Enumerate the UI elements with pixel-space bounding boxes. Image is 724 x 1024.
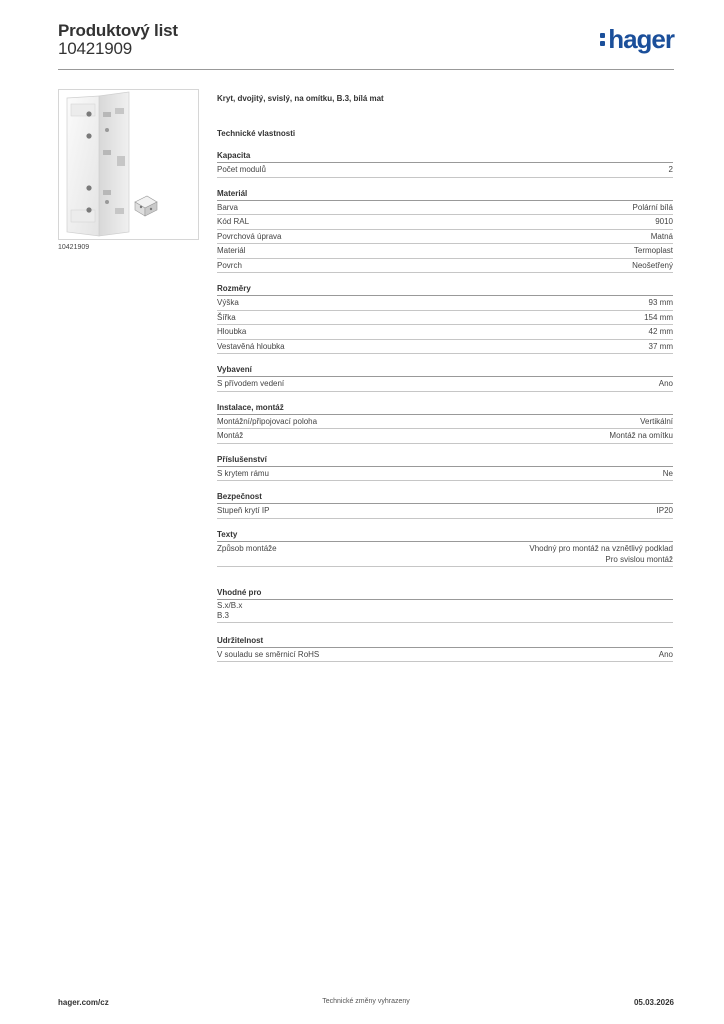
page-title: Produktový list xyxy=(58,21,178,40)
spec-row xyxy=(217,163,673,178)
spec-value: Ne xyxy=(662,468,673,478)
footer-note: Technické změny vyhrazeny xyxy=(322,998,410,1005)
spec-value: Matná xyxy=(650,231,673,241)
section-kapacita xyxy=(217,150,673,178)
spec-row xyxy=(217,201,673,216)
spec-content xyxy=(217,94,673,662)
spec-value: 37 mm xyxy=(648,341,673,351)
section-title: Příslušenství xyxy=(217,454,673,467)
section-title: Texty xyxy=(217,529,673,542)
spec-row xyxy=(217,415,673,430)
section-title: Bezpečnost xyxy=(217,491,673,504)
section-texty xyxy=(217,529,673,567)
spec-value: Ano xyxy=(658,379,673,388)
spec-row xyxy=(217,259,673,274)
spec-value: Ano xyxy=(658,649,673,659)
spec-label: Montážní/připojovací poloha xyxy=(217,416,318,426)
spec-row xyxy=(217,340,673,355)
spec-value-line: Vhodný pro montáž na vznětlivý podklad xyxy=(529,543,673,553)
spec-row xyxy=(217,296,673,311)
spec-label: S krytem rámu xyxy=(217,468,270,478)
spec-value xyxy=(529,543,673,565)
spec-row xyxy=(217,467,673,482)
spec-value: Montáž na omítku xyxy=(609,431,673,440)
spec-value: Vertikální xyxy=(640,416,673,426)
section-title: Instalace, montáž xyxy=(217,402,673,415)
spec-value-line: Pro svislou montáž xyxy=(605,554,673,564)
spec-label: Výška xyxy=(217,298,239,307)
section-instalace xyxy=(217,402,673,444)
spec-row xyxy=(217,377,673,392)
spec-value: Polární bílá xyxy=(632,202,673,212)
spec-label: Počet modulů xyxy=(217,165,266,174)
spec-sections xyxy=(217,150,673,662)
spec-label: Šířka xyxy=(217,312,236,322)
section-title: Kapacita xyxy=(217,150,673,163)
section-title: Vhodné pro xyxy=(217,587,673,600)
spec-value: Termoplast xyxy=(633,246,673,255)
tech-properties-title: Technické vlastnosti xyxy=(217,129,296,138)
spec-label: V souladu se směrnicí RoHS xyxy=(217,649,320,659)
spec-row xyxy=(217,542,673,567)
footer-date: 05.03.2026 xyxy=(633,998,674,1007)
spec-row xyxy=(217,311,673,326)
spec-value: 2 xyxy=(668,165,673,174)
spec-label: Povrch xyxy=(217,260,242,270)
header-divider xyxy=(58,69,674,70)
section-title: Rozměry xyxy=(217,283,673,296)
product-code: 10421909 xyxy=(58,39,133,58)
spec-label: Hloubka xyxy=(217,327,247,336)
spec-row xyxy=(217,504,673,519)
product-description: Kryt, dvojitý, svislý, na omítku, B.3, bílá mat xyxy=(217,94,384,103)
section-material xyxy=(217,188,673,274)
section-title: Udržitelnost xyxy=(217,635,673,648)
spec-label: Kód RAL xyxy=(217,217,250,226)
spec-label: Povrchová úprava xyxy=(217,231,282,241)
spec-label: Vestavěná hloubka xyxy=(217,341,285,351)
spec-value: 93 mm xyxy=(648,298,673,307)
spec-row xyxy=(217,429,673,444)
spec-value: 154 mm xyxy=(644,312,673,322)
spec-row xyxy=(217,244,673,259)
spec-label: Způsob montáže xyxy=(217,543,277,553)
suitable-list xyxy=(217,600,673,623)
section-vhodne-pro xyxy=(217,587,673,623)
section-rozmery xyxy=(217,283,673,354)
spec-value: IP20 xyxy=(656,506,673,515)
spec-row xyxy=(217,325,673,340)
section-bezpecnost xyxy=(217,491,673,519)
spec-label: Montáž xyxy=(217,431,244,440)
suitable-item: S.x/B.x xyxy=(217,600,243,610)
image-caption: 10421909 xyxy=(58,244,90,251)
product-image xyxy=(58,89,199,240)
section-title: Vybavení xyxy=(217,364,673,377)
spec-row xyxy=(217,230,673,245)
section-title: Materiál xyxy=(217,188,673,201)
logo-text: hager xyxy=(608,24,674,54)
spec-row xyxy=(217,215,673,230)
section-vybaveni xyxy=(217,364,673,392)
spec-label: Stupeň krytí IP xyxy=(217,506,270,515)
footer-website-link[interactable]: hager.com/cz xyxy=(58,998,109,1007)
spec-value: Neošetřený xyxy=(632,260,673,270)
spec-value: 9010 xyxy=(655,217,673,226)
spec-value: 42 mm xyxy=(648,327,673,336)
suitable-item: B.3 xyxy=(217,610,230,620)
hager-logo xyxy=(600,24,674,54)
section-udrzitelnost xyxy=(217,635,673,663)
section-prislusenstvi xyxy=(217,454,673,482)
spec-label: S přívodem vedení xyxy=(217,379,285,388)
page-header xyxy=(58,20,674,70)
spec-label: Barva xyxy=(217,202,238,212)
spec-row xyxy=(217,648,673,663)
logo-dots-icon xyxy=(600,31,606,47)
spec-label: Materiál xyxy=(217,246,246,255)
